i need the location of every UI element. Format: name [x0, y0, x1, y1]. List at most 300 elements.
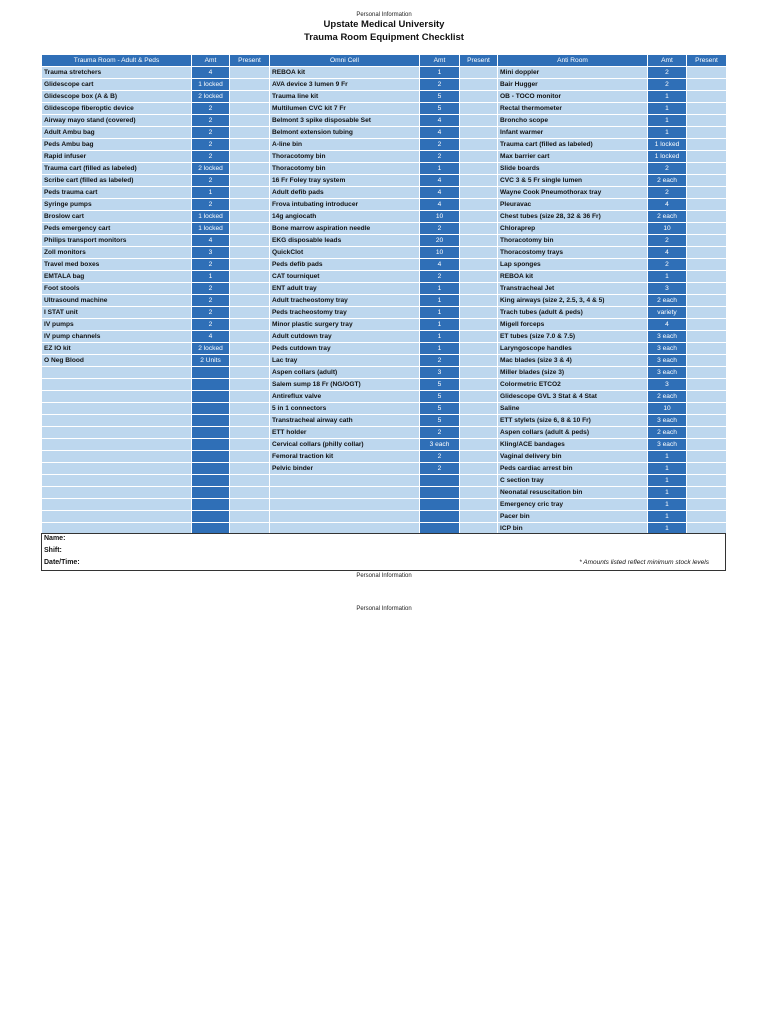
column-header: Present: [460, 55, 498, 67]
amount-cell: [192, 463, 230, 475]
amount-cell: 2: [192, 151, 230, 163]
amount-cell: [192, 511, 230, 523]
present-checkbox-cell[interactable]: [687, 91, 727, 103]
present-checkbox-cell[interactable]: [230, 499, 270, 511]
present-checkbox-cell[interactable]: [687, 127, 727, 139]
present-checkbox-cell[interactable]: [230, 307, 270, 319]
table-row: [42, 235, 727, 247]
item-name-cell: Trauma cart (filled as labeled): [498, 139, 648, 151]
item-name-cell: Thoracotomy bin: [270, 163, 420, 175]
stock-level-footnote: * Amounts listed reflect minimum stock levels: [579, 559, 709, 566]
amount-cell: 4: [420, 115, 460, 127]
bottom-personal-info-label: Personal Information: [356, 573, 412, 579]
amount-cell: 5: [420, 403, 460, 415]
present-checkbox-cell[interactable]: [687, 151, 727, 163]
amount-cell: 2: [192, 139, 230, 151]
item-name-cell: Thoracotomy bin: [498, 235, 648, 247]
item-name-cell: [42, 427, 192, 439]
present-checkbox-cell[interactable]: [230, 451, 270, 463]
amount-cell: 1: [648, 451, 687, 463]
present-checkbox-cell[interactable]: [230, 223, 270, 235]
present-checkbox-cell[interactable]: [230, 403, 270, 415]
item-name-cell: [270, 475, 420, 487]
item-name-cell: Aspen collars (adult & peds): [498, 427, 648, 439]
present-checkbox-cell[interactable]: [460, 175, 498, 187]
amount-cell: 2: [420, 355, 460, 367]
item-name-cell: ENT adult tray: [270, 283, 420, 295]
present-checkbox-cell[interactable]: [687, 487, 727, 499]
present-checkbox-cell[interactable]: [687, 391, 727, 403]
amount-cell: 4: [420, 175, 460, 187]
top-personal-info-label: Personal Information: [356, 12, 412, 18]
datetime-label[interactable]: Date/Time:: [44, 559, 80, 566]
present-checkbox-cell[interactable]: [687, 415, 727, 427]
column-header: Amt: [648, 55, 687, 67]
item-name-cell: EMTALA bag: [42, 271, 192, 283]
present-checkbox-cell[interactable]: [687, 103, 727, 115]
item-name-cell: Infant warmer: [498, 127, 648, 139]
present-checkbox-cell[interactable]: [230, 127, 270, 139]
amount-cell: 3 each: [420, 439, 460, 451]
amount-cell: 4: [648, 199, 687, 211]
present-checkbox-cell[interactable]: [460, 307, 498, 319]
present-checkbox-cell[interactable]: [230, 367, 270, 379]
amount-cell: 3: [192, 247, 230, 259]
item-name-cell: Saline: [498, 403, 648, 415]
amount-cell: 2: [420, 139, 460, 151]
present-checkbox-cell[interactable]: [687, 355, 727, 367]
present-checkbox-cell[interactable]: [687, 331, 727, 343]
table-row: [42, 319, 727, 331]
present-checkbox-cell[interactable]: [460, 331, 498, 343]
present-checkbox-cell[interactable]: [460, 79, 498, 91]
item-name-cell: Trauma cart (filled as labeled): [42, 163, 192, 175]
amount-cell: 10: [420, 247, 460, 259]
amount-cell: 4: [420, 259, 460, 271]
amount-cell: 1: [648, 127, 687, 139]
present-checkbox-cell[interactable]: [460, 415, 498, 427]
column-header: Amt: [420, 55, 460, 67]
item-name-cell: [42, 487, 192, 499]
item-name-cell: ETT stylets (size 6, 8 & 10 Fr): [498, 415, 648, 427]
present-checkbox-cell[interactable]: [687, 307, 727, 319]
present-checkbox-cell[interactable]: [460, 475, 498, 487]
present-checkbox-cell[interactable]: [230, 67, 270, 79]
amount-cell: 2 each: [648, 427, 687, 439]
present-checkbox-cell[interactable]: [230, 427, 270, 439]
amount-cell: 2: [192, 199, 230, 211]
present-checkbox-cell[interactable]: [230, 79, 270, 91]
present-checkbox-cell[interactable]: [687, 379, 727, 391]
item-name-cell: [42, 439, 192, 451]
amount-cell: 2 each: [648, 295, 687, 307]
shift-label[interactable]: Shift:: [44, 547, 62, 554]
item-name-cell: Rapid infuser: [42, 151, 192, 163]
amount-cell: 1 locked: [192, 223, 230, 235]
present-checkbox-cell[interactable]: [230, 355, 270, 367]
item-name-cell: [42, 403, 192, 415]
present-checkbox-cell[interactable]: [687, 343, 727, 355]
present-checkbox-cell[interactable]: [230, 439, 270, 451]
present-checkbox-cell[interactable]: [230, 235, 270, 247]
table-row: [42, 139, 727, 151]
amount-cell: 1: [420, 319, 460, 331]
item-name-cell: [42, 391, 192, 403]
present-checkbox-cell[interactable]: [687, 211, 727, 223]
present-checkbox-cell[interactable]: [230, 271, 270, 283]
item-name-cell: REBOA kit: [270, 67, 420, 79]
amount-cell: 2: [192, 175, 230, 187]
present-checkbox-cell[interactable]: [687, 139, 727, 151]
amount-cell: [192, 427, 230, 439]
item-name-cell: Salem sump 18 Fr (NG/OGT): [270, 379, 420, 391]
amount-cell: 3: [648, 283, 687, 295]
present-checkbox-cell[interactable]: [460, 487, 498, 499]
amount-cell: 4: [648, 247, 687, 259]
present-checkbox-cell[interactable]: [687, 163, 727, 175]
table-row: [42, 91, 727, 103]
item-name-cell: C section tray: [498, 475, 648, 487]
present-checkbox-cell[interactable]: [460, 127, 498, 139]
name-label[interactable]: Name:: [44, 535, 66, 542]
present-checkbox-cell[interactable]: [230, 343, 270, 355]
item-name-cell: [42, 511, 192, 523]
present-checkbox-cell[interactable]: [687, 367, 727, 379]
present-checkbox-cell[interactable]: [460, 295, 498, 307]
present-checkbox-cell[interactable]: [460, 223, 498, 235]
column-header: Trauma Room - Adult & Peds: [42, 55, 192, 67]
item-name-cell: Multilumen CVC kit 7 Fr: [270, 103, 420, 115]
amount-cell: 1: [192, 271, 230, 283]
item-name-cell: [42, 451, 192, 463]
present-checkbox-cell[interactable]: [230, 139, 270, 151]
table-row: [42, 487, 727, 499]
present-checkbox-cell[interactable]: [460, 427, 498, 439]
present-checkbox-cell[interactable]: [230, 211, 270, 223]
item-name-cell: [270, 511, 420, 523]
present-checkbox-cell[interactable]: [460, 463, 498, 475]
amount-cell: 4: [420, 187, 460, 199]
present-checkbox-cell[interactable]: [460, 151, 498, 163]
present-checkbox-cell[interactable]: [230, 187, 270, 199]
amount-cell: [192, 439, 230, 451]
item-name-cell: Lap sponges: [498, 259, 648, 271]
amount-cell: 2: [420, 451, 460, 463]
present-checkbox-cell[interactable]: [460, 511, 498, 523]
table-row: [42, 295, 727, 307]
present-checkbox-cell[interactable]: [230, 115, 270, 127]
present-checkbox-cell[interactable]: [230, 415, 270, 427]
amount-cell: 1: [420, 331, 460, 343]
column-header: Amt: [192, 55, 230, 67]
item-name-cell: Glidescope GVL 3 Stat & 4 Stat: [498, 391, 648, 403]
present-checkbox-cell[interactable]: [460, 115, 498, 127]
item-name-cell: Migell forceps: [498, 319, 648, 331]
amount-cell: 2 locked: [192, 91, 230, 103]
present-checkbox-cell[interactable]: [230, 163, 270, 175]
present-checkbox-cell[interactable]: [687, 475, 727, 487]
present-checkbox-cell[interactable]: [460, 163, 498, 175]
present-checkbox-cell[interactable]: [687, 79, 727, 91]
item-name-cell: IV pumps: [42, 319, 192, 331]
present-checkbox-cell[interactable]: [230, 379, 270, 391]
item-name-cell: Adult Ambu bag: [42, 127, 192, 139]
present-checkbox-cell[interactable]: [460, 247, 498, 259]
item-name-cell: Frova intubating introducer: [270, 199, 420, 211]
present-checkbox-cell[interactable]: [460, 235, 498, 247]
signature-footer: [41, 533, 726, 571]
item-name-cell: EZ IO kit: [42, 343, 192, 355]
table-row: [42, 391, 727, 403]
item-name-cell: 14g angiocath: [270, 211, 420, 223]
item-name-cell: Glidescope cart: [42, 79, 192, 91]
present-checkbox-cell[interactable]: [687, 223, 727, 235]
amount-cell: 2: [192, 283, 230, 295]
present-checkbox-cell[interactable]: [687, 175, 727, 187]
present-checkbox-cell[interactable]: [460, 139, 498, 151]
present-checkbox-cell[interactable]: [460, 199, 498, 211]
table-row: [42, 451, 727, 463]
amount-cell: [192, 367, 230, 379]
present-checkbox-cell[interactable]: [460, 439, 498, 451]
item-name-cell: Kling/ACE bandages: [498, 439, 648, 451]
item-name-cell: Zoll monitors: [42, 247, 192, 259]
present-checkbox-cell[interactable]: [460, 391, 498, 403]
present-checkbox-cell[interactable]: [687, 199, 727, 211]
amount-cell: 2: [192, 259, 230, 271]
amount-cell: [192, 403, 230, 415]
present-checkbox-cell[interactable]: [687, 235, 727, 247]
amount-cell: 1 locked: [192, 211, 230, 223]
present-checkbox-cell[interactable]: [687, 463, 727, 475]
amount-cell: 2: [192, 307, 230, 319]
item-name-cell: Aspen collars (adult): [270, 367, 420, 379]
present-checkbox-cell[interactable]: [230, 463, 270, 475]
present-checkbox-cell[interactable]: [460, 211, 498, 223]
amount-cell: 4: [192, 235, 230, 247]
amount-cell: 20: [420, 235, 460, 247]
item-name-cell: Transtracheal Jet: [498, 283, 648, 295]
table-row: [42, 367, 727, 379]
present-checkbox-cell[interactable]: [460, 499, 498, 511]
present-checkbox-cell[interactable]: [230, 247, 270, 259]
amount-cell: 1: [648, 523, 687, 535]
present-checkbox-cell[interactable]: [230, 175, 270, 187]
item-name-cell: Pacer bin: [498, 511, 648, 523]
item-name-cell: CAT tourniquet: [270, 271, 420, 283]
item-name-cell: Adult cutdown tray: [270, 331, 420, 343]
present-checkbox-cell[interactable]: [230, 283, 270, 295]
amount-cell: 2: [648, 163, 687, 175]
present-checkbox-cell[interactable]: [687, 499, 727, 511]
present-checkbox-cell[interactable]: [230, 511, 270, 523]
table-row: [42, 379, 727, 391]
item-name-cell: [42, 475, 192, 487]
present-checkbox-cell[interactable]: [687, 403, 727, 415]
item-name-cell: Peds tracheostomy tray: [270, 307, 420, 319]
item-name-cell: King airways (size 2, 2.5, 3, 4 & 5): [498, 295, 648, 307]
amount-cell: 2: [192, 103, 230, 115]
present-checkbox-cell[interactable]: [230, 331, 270, 343]
item-name-cell: Wayne Cook Pneumothorax tray: [498, 187, 648, 199]
item-name-cell: Miller blades (size 3): [498, 367, 648, 379]
item-name-cell: Chloraprep: [498, 223, 648, 235]
amount-cell: [420, 511, 460, 523]
present-checkbox-cell[interactable]: [687, 115, 727, 127]
amount-cell: 1 locked: [648, 139, 687, 151]
present-checkbox-cell[interactable]: [687, 67, 727, 79]
present-checkbox-cell[interactable]: [687, 259, 727, 271]
present-checkbox-cell[interactable]: [460, 271, 498, 283]
item-name-cell: IV pump channels: [42, 331, 192, 343]
amount-cell: variety: [648, 307, 687, 319]
table-row: [42, 499, 727, 511]
present-checkbox-cell[interactable]: [687, 271, 727, 283]
amount-cell: 10: [648, 223, 687, 235]
present-checkbox-cell[interactable]: [230, 295, 270, 307]
amount-cell: 1: [420, 283, 460, 295]
present-checkbox-cell[interactable]: [687, 511, 727, 523]
amount-cell: 1: [192, 187, 230, 199]
amount-cell: 3 each: [648, 331, 687, 343]
amount-cell: 1: [420, 307, 460, 319]
item-name-cell: 16 Fr Foley tray system: [270, 175, 420, 187]
present-checkbox-cell[interactable]: [687, 319, 727, 331]
amount-cell: 5: [420, 103, 460, 115]
present-checkbox-cell[interactable]: [230, 199, 270, 211]
present-checkbox-cell[interactable]: [460, 283, 498, 295]
item-name-cell: Broncho scope: [498, 115, 648, 127]
present-checkbox-cell[interactable]: [687, 439, 727, 451]
present-checkbox-cell[interactable]: [230, 487, 270, 499]
amount-cell: 1: [420, 343, 460, 355]
item-name-cell: O Neg Blood: [42, 355, 192, 367]
present-checkbox-cell[interactable]: [460, 259, 498, 271]
present-checkbox-cell[interactable]: [460, 355, 498, 367]
item-name-cell: [42, 367, 192, 379]
present-checkbox-cell[interactable]: [460, 343, 498, 355]
item-name-cell: Mini doppler: [498, 67, 648, 79]
page-subtitle: Trauma Room Equipment Checklist: [304, 32, 464, 43]
amount-cell: [420, 487, 460, 499]
present-checkbox-cell[interactable]: [230, 319, 270, 331]
present-checkbox-cell[interactable]: [460, 403, 498, 415]
item-name-cell: AVA device 3 lumen 9 Fr: [270, 79, 420, 91]
item-name-cell: Neonatal resuscitation bin: [498, 487, 648, 499]
column-header: Anti Room: [498, 55, 648, 67]
item-name-cell: [42, 379, 192, 391]
item-name-cell: Belmont 3 spike disposable Set: [270, 115, 420, 127]
item-name-cell: Syringe pumps: [42, 199, 192, 211]
table-row: [42, 511, 727, 523]
table-row: [42, 439, 727, 451]
amount-cell: 2 each: [648, 391, 687, 403]
amount-cell: 3 each: [648, 343, 687, 355]
present-checkbox-cell[interactable]: [687, 187, 727, 199]
present-checkbox-cell[interactable]: [687, 451, 727, 463]
present-checkbox-cell[interactable]: [230, 391, 270, 403]
item-name-cell: Scribe cart (filled as labeled): [42, 175, 192, 187]
table-row: [42, 127, 727, 139]
present-checkbox-cell[interactable]: [460, 91, 498, 103]
amount-cell: 4: [420, 127, 460, 139]
amount-cell: 2: [648, 79, 687, 91]
present-checkbox-cell[interactable]: [230, 103, 270, 115]
amount-cell: 2: [648, 259, 687, 271]
amount-cell: 4: [192, 331, 230, 343]
present-checkbox-cell[interactable]: [460, 187, 498, 199]
item-name-cell: Chest tubes (size 28, 32 & 36 Fr): [498, 211, 648, 223]
item-name-cell: [270, 487, 420, 499]
present-checkbox-cell[interactable]: [230, 259, 270, 271]
amount-cell: 1 locked: [648, 151, 687, 163]
item-name-cell: QuickClot: [270, 247, 420, 259]
present-checkbox-cell[interactable]: [460, 319, 498, 331]
present-checkbox-cell[interactable]: [230, 91, 270, 103]
amount-cell: [192, 415, 230, 427]
present-checkbox-cell[interactable]: [460, 67, 498, 79]
amount-cell: 2 Units: [192, 355, 230, 367]
amount-cell: 1: [648, 463, 687, 475]
present-checkbox-cell[interactable]: [230, 475, 270, 487]
amount-cell: 3 each: [648, 367, 687, 379]
amount-cell: 3: [420, 367, 460, 379]
item-name-cell: Thoracostomy trays: [498, 247, 648, 259]
table-row: [42, 187, 727, 199]
amount-cell: [192, 475, 230, 487]
table-row: [42, 463, 727, 475]
amount-cell: 4: [648, 319, 687, 331]
amount-cell: [420, 475, 460, 487]
present-checkbox-cell[interactable]: [460, 367, 498, 379]
item-name-cell: Minor plastic surgery tray: [270, 319, 420, 331]
amount-cell: 1: [420, 163, 460, 175]
amount-cell: 3 each: [648, 415, 687, 427]
present-checkbox-cell[interactable]: [460, 379, 498, 391]
present-checkbox-cell[interactable]: [687, 283, 727, 295]
item-name-cell: Trauma line kit: [270, 91, 420, 103]
item-name-cell: Slide boards: [498, 163, 648, 175]
item-name-cell: Trauma stretchers: [42, 67, 192, 79]
present-checkbox-cell[interactable]: [687, 247, 727, 259]
present-checkbox-cell[interactable]: [230, 151, 270, 163]
item-name-cell: Broslow cart: [42, 211, 192, 223]
item-name-cell: A-line bin: [270, 139, 420, 151]
table-row: [42, 79, 727, 91]
amount-cell: 4: [420, 199, 460, 211]
present-checkbox-cell[interactable]: [687, 427, 727, 439]
table-row: [42, 403, 727, 415]
item-name-cell: Rectal thermometer: [498, 103, 648, 115]
item-name-cell: OB - TOCO monitor: [498, 91, 648, 103]
amount-cell: 2: [420, 151, 460, 163]
item-name-cell: Adult defib pads: [270, 187, 420, 199]
item-name-cell: Lac tray: [270, 355, 420, 367]
present-checkbox-cell[interactable]: [687, 295, 727, 307]
item-name-cell: Antireflux valve: [270, 391, 420, 403]
amount-cell: [420, 499, 460, 511]
amount-cell: 1: [648, 499, 687, 511]
present-checkbox-cell[interactable]: [460, 103, 498, 115]
item-name-cell: Bair Hugger: [498, 79, 648, 91]
amount-cell: 5: [420, 379, 460, 391]
item-name-cell: Transtracheal airway cath: [270, 415, 420, 427]
item-name-cell: Peds cardiac arrest bin: [498, 463, 648, 475]
amount-cell: 2: [192, 295, 230, 307]
present-checkbox-cell[interactable]: [460, 451, 498, 463]
amount-cell: 2: [192, 319, 230, 331]
table-row: [42, 355, 727, 367]
